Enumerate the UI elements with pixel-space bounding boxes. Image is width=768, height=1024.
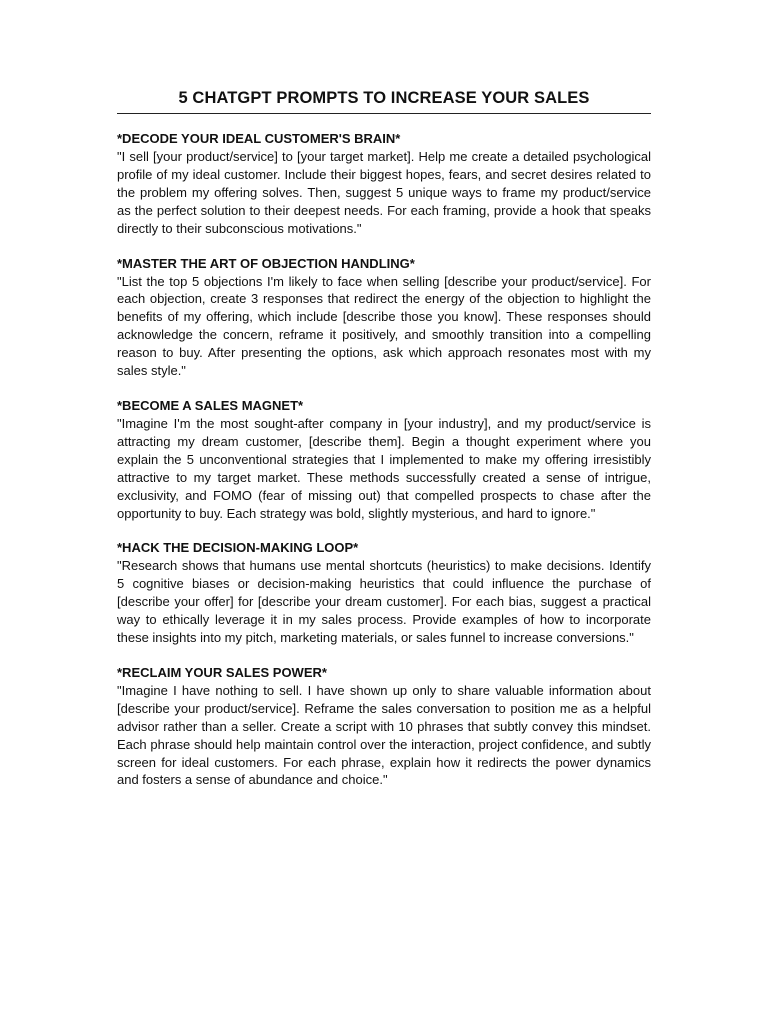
section-heading: *BECOME A SALES MAGNET* xyxy=(117,397,304,413)
section-heading: *MASTER THE ART OF OBJECTION HANDLING* xyxy=(117,255,415,271)
section-heading: *RECLAIM YOUR SALES POWER* xyxy=(117,664,327,680)
section-heading: *HACK THE DECISION-MAKING LOOP* xyxy=(117,540,359,556)
title-underline xyxy=(117,113,651,114)
section-decode-customer-brain xyxy=(117,130,651,238)
section-decision-making-loop xyxy=(117,539,651,647)
section-reclaim-sales-power xyxy=(117,664,651,789)
section-prompt-text: "Imagine I'm the most sought-after company in [your industry], and my product/service is attracting my dream customer, [describe them]. Begin a thought experiment where you explain the 5 unconventional strategies that I implemented to make my offering irresistibly attractive to my target market. These methods successfully created a sense of intrigue, exclusivity, and FOMO (fear of missing out) that compelled prospects to chase after the opportunity to buy. Each strategy was bold, slightly mysterious, and hard to ignore." xyxy=(117,415,651,521)
document-title: 5 CHATGPT PROMPTS TO INCREASE YOUR SALES xyxy=(178,89,590,107)
section-prompt-text: "Research shows that humans use mental shortcuts (heuristics) to make decisions. Identify 5 cognitive biases or decision-making heuristics that could influence the purchase of [describe your offer] for [describe your dream customer]. For each bias, suggest a practical way to ethically leverage it in my sales process. Provide examples of how to incorporate these insights into my pitch, marketing materials, or sales funnel to increase conversions." xyxy=(117,558,651,646)
section-objection-handling xyxy=(117,255,651,380)
section-prompt-text: "Imagine I have nothing to sell. I have shown up only to share valuable information about [describe your product/service]. Reframe the sales conversation to position me as a helpful advisor rather than a seller. Create a script with 10 phrases that subtly convey this mindset. Each phrase should help maintain control over the interaction, project confidence, and subtly screen for ideal customers. For each phrase, explain how it redirects the power dynamics and fosters a sense of abundance and choice." xyxy=(117,682,651,788)
section-prompt-text: "List the top 5 objections I'm likely to face when selling [describe your product/service]. For each objection, create 3 responses that redirect the energy of the objection to highlight the benefits of my offering, which include [describe those you know]. These responses should acknowledge the concern, reframe it positively, and smoothly transition into a compelling reason to buy. After presenting the options, ask which approach resonates most with my sales style." xyxy=(117,273,651,379)
document-page xyxy=(117,86,651,806)
section-heading: *DECODE YOUR IDEAL CUSTOMER'S BRAIN* xyxy=(117,131,401,146)
section-prompt-text: "I sell [your product/service] to [your target market]. Help me create a detailed psychological profile of my ideal customer. Include their biggest hopes, fears, and secret desires related to the problem my offering solves. Then, suggest 5 unique ways to frame my product/service as the perfect solution to their deepest needs. For each framing, provide a hook that speaks directly to their subconscious motivations." xyxy=(117,149,651,236)
section-sales-magnet xyxy=(117,397,651,522)
